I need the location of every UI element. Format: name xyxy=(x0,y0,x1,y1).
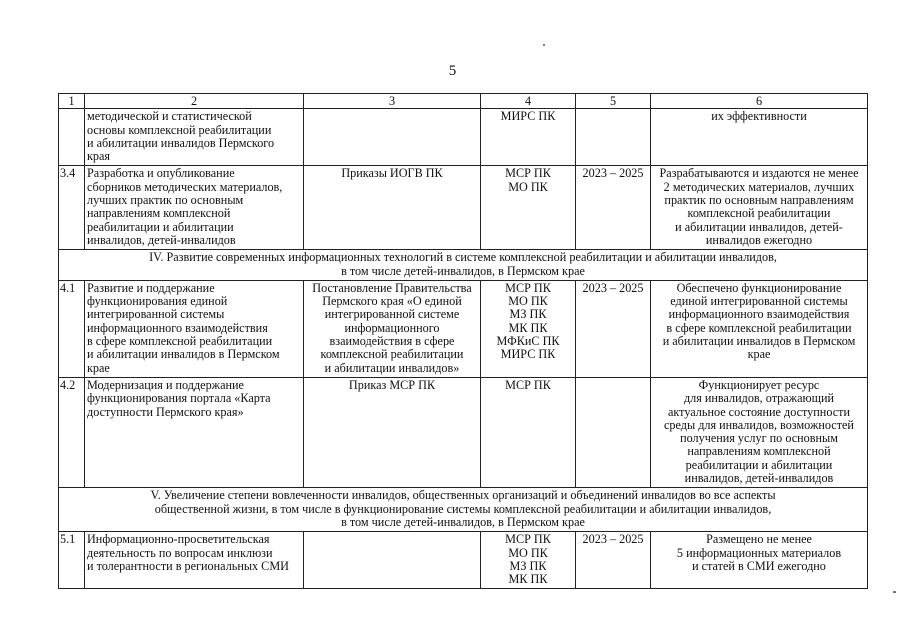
page-number: 5 xyxy=(448,63,457,79)
result-cell: Разрабатываются и издаются не менее 2 методических материалов, лучших практик по основным направлениям комплексной реабилитации и абилитации инвалидов, детей- инвалидов ежегодно xyxy=(651,166,868,250)
executors-cell: МСР ПК МО ПК МЗ ПК МК ПК МФКиС ПК МИРС ПК xyxy=(481,280,576,377)
result-cell: их эффективности xyxy=(651,109,868,166)
period-cell: 2023 – 2025 xyxy=(576,280,651,377)
period-cell xyxy=(576,109,651,166)
table-row xyxy=(59,377,868,487)
result-cell: Размещено не менее 5 информационных материалов и статей в СМИ ежегодно xyxy=(651,532,868,589)
column-header: 3 xyxy=(304,94,481,109)
period-cell: 2023 – 2025 xyxy=(576,532,651,589)
result-cell: Обеспечено функционирование единой интегрированной системы информационного взаимодействия в сфере комплексной реабилитации и абилитации инвалидов в Пермском крае xyxy=(651,280,868,377)
period-cell xyxy=(576,377,651,487)
column-header: 1 xyxy=(59,94,85,109)
column-header: 2 xyxy=(85,94,304,109)
column-header: 6 xyxy=(651,94,868,109)
section-heading: V. Увеличение степени вовлеченности инвалидов, общественных организаций и объединений инвалидов во все аспекты общественной жизни, в том числе в функционирование системы комплексной реабилитации и абилитации инвалидов, в том числе детей-инвалидов, в Пермском крае xyxy=(59,488,868,532)
activity-cell: Модернизация и поддержание функционирования портала «Карта доступности Пермского края» xyxy=(85,377,304,487)
activity-cell: Разработка и опубликование сборников методических материалов, лучших практик по основным направлениям комплексной реабилитации и абилитации инвалидов, детей-инвалидов xyxy=(85,166,304,250)
basis-cell xyxy=(304,109,481,166)
table-row xyxy=(59,109,868,166)
table-row xyxy=(59,280,868,377)
basis-cell xyxy=(304,532,481,589)
table-row xyxy=(59,166,868,250)
scan-speck xyxy=(543,44,545,46)
executors-cell: МСР ПК МО ПК xyxy=(481,166,576,250)
column-header: 4 xyxy=(481,94,576,109)
basis-cell: Приказ МСР ПК xyxy=(304,377,481,487)
executors-cell: МСР ПК xyxy=(481,377,576,487)
result-cell: Функционирует ресурс для инвалидов, отражающий актуальное состояние доступности среды для инвалидов, возможностей получения услуг по основным направлениям комплексной реабилитации и абилитации инвалидов, детей-инвалидов xyxy=(651,377,868,487)
measures-table xyxy=(58,93,868,589)
row-number: 4.2 xyxy=(59,377,85,487)
table-header-row xyxy=(59,94,868,109)
activity-cell: Информационно-просветительская деятельность по вопросам инклюзи и толерантности в региональных СМИ xyxy=(85,532,304,589)
basis-cell: Постановление Правительства Пермского края «О единой интегрированной системе информационного взаимодействия в сфере комплексной реабилитации и абилитации инвалидов» xyxy=(304,280,481,377)
activity-cell: Развитие и поддержание функционирования единой интегрированной системы информационного взаимодействия в сфере комплексной реабилитации и абилитации инвалидов в Пермском крае xyxy=(85,280,304,377)
row-number: 3.4 xyxy=(59,166,85,250)
executors-cell: МИРС ПК xyxy=(481,109,576,166)
activity-cell: методической и статистической основы комплексной реабилитации и абилитации инвалидов Пермского края xyxy=(85,109,304,166)
table-row xyxy=(59,532,868,589)
row-number xyxy=(59,109,85,166)
section-heading-row xyxy=(59,250,868,281)
row-number: 5.1 xyxy=(59,532,85,589)
executors-cell: МСР ПК МО ПК МЗ ПК МК ПК xyxy=(481,532,576,589)
scan-speck xyxy=(893,591,896,593)
column-header: 5 xyxy=(576,94,651,109)
section-heading-row xyxy=(59,488,868,532)
basis-cell: Приказы ИОГВ ПК xyxy=(304,166,481,250)
period-cell: 2023 – 2025 xyxy=(576,166,651,250)
row-number: 4.1 xyxy=(59,280,85,377)
section-heading: IV. Развитие современных информационных технологий в системе комплексной реабилитации и абилитации инвалидов, в том числе детей-инвалидов, в Пермском крае xyxy=(59,250,868,281)
